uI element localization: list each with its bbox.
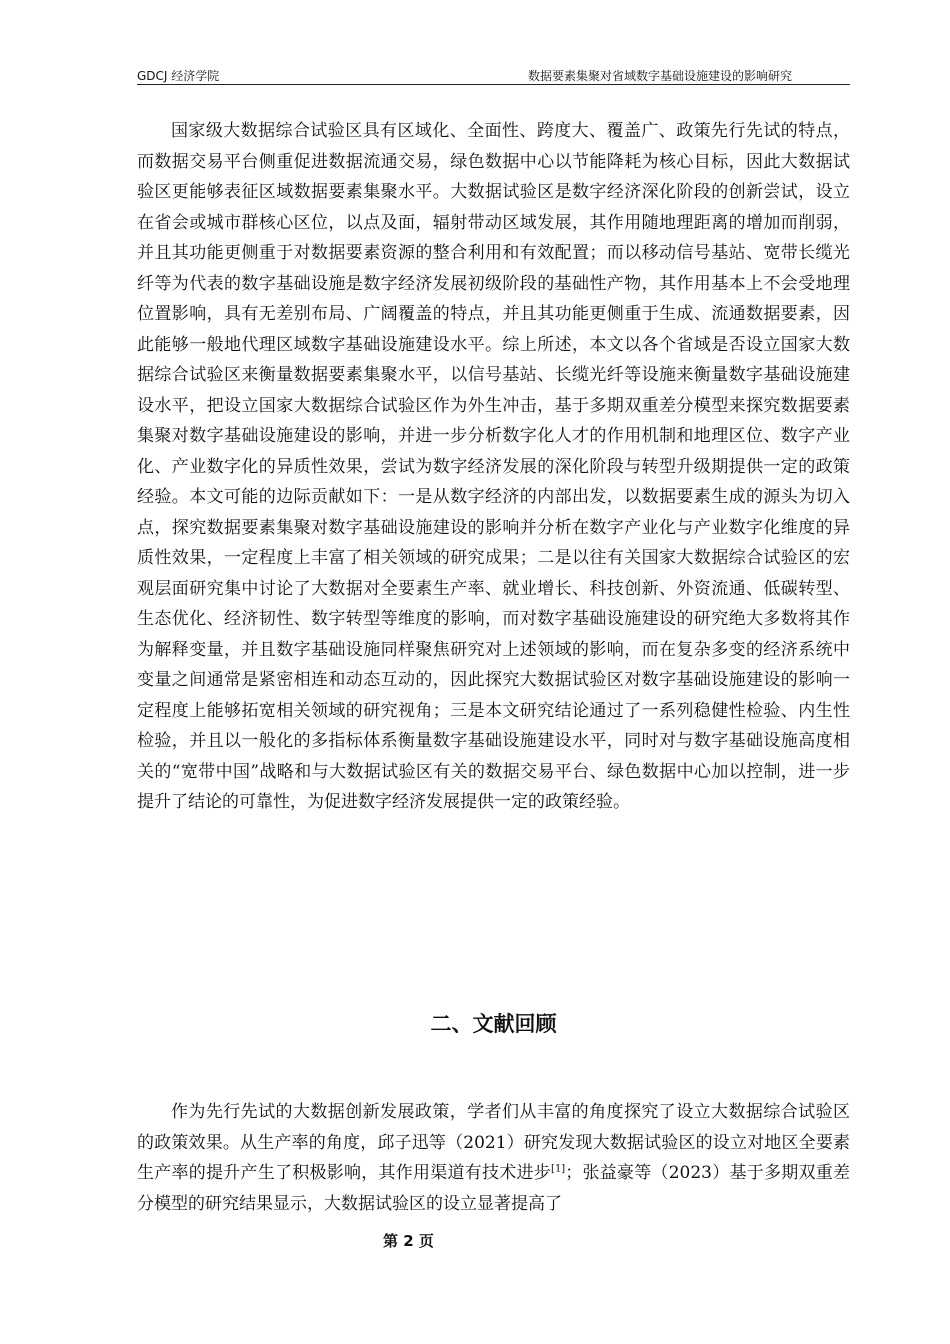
paragraph-review: [137, 1097, 850, 1219]
page-number: 第 2 页: [383, 1232, 434, 1250]
header-institution: GDCJ 经济学院: [137, 69, 220, 83]
body-section-review: [137, 1097, 850, 1219]
page-header: [137, 66, 850, 85]
review-text: 作为先行先试的大数据创新发展政策，学者们从丰富的角度探究了设立大数据综合试验区的政策效果。从生产率的角度，邱子迅等（2021）研究发现大数据试验区的设立对地区全要素生产率的提升产生了积极影响，其作用渠道有技术进步: [137, 1102, 850, 1183]
body-section-intro: [137, 116, 850, 818]
paragraph-intro: 国家级大数据综合试验区具有区域化、全面性、跨度大、覆盖广、政策先行先试的特点，而数据交易平台侧重促进数据流通交易，绿色数据中心以节能降耗为核心目标，因此大数据试验区更能够表征区域数据要素集聚水平。大数据试验区是数字经济深化阶段的创新尝试，设立在省会或城市群核心区位，以点及面，辐射带动区域发展，其作用随地理距离的增加而削弱，并且其功能更侧重于对数据要素资源的整合利用和有效配置；而以移动信号基站、宽带长缆光纤等为代表的数字基础设施是数字经济发展初级阶段的基础性产物，其作用基本上不会受地理位置影响，具有无差别布局、广阔覆盖的特点，并且其功能更侧重于生成、流通数据要素，因此能够一般地代理区域数字基础设施建设水平。综上所述，本文以各个省域是否设立国家大数据综合试验区来衡量数据要素集聚水平，以信号基站、长缆光纤等设施来衡量数字基础设施建设水平，把设立国家大数据综合试验区作为外生冲击，基于多期双重差分模型来探究数据要素集聚对数字基础设施建设的影响，并进一步分析数字化人才的作用机制和地理区位、数字产业化、产业数字化的异质性效果，尝试为数字经济发展的深化阶段与转型升级期提供一定的政策经验。本文可能的边际贡献如下：一是从数字经济的内部出发，以数据要素生成的源头为切入点，探究数据要素集聚对数字基础设施建设的影响并分析在数字产业化与产业数字化维度的异质性效果，一定程度上丰富了相关领域的研究成果；二是以往有关国家大数据综合试验区的宏观层面研究集中讨论了大数据对全要素生产率、就业增长、科技创新、外资流通、低碳转型、生态优化、经济韧性、数字转型等维度的影响，而对数字基础设施建设的研究绝大多数将其作为解释变量，并且数字基础设施同样聚焦研究对上述领域的影响，而在复杂多变的经济系统中变量之间通常是紧密相连和动态互动的，因此探究大数据试验区对数字基础设施建设的影响一定程度上能够拓宽相关领域的研究视角；三是本文研究结论通过了一系列稳健性检验、内生性检验，并且以一般化的多指标体系衡量数字基础设施建设水平，同时对与数字基础设施高度相关的“宽带中国”战略和与大数据试验区有关的数据交易平台、绿色数据中心加以控制，进一步提升了结论的可靠性，为促进数字经济发展提供一定的政策经验。: [137, 121, 850, 812]
review-text-tail: ；张益豪等（2023）基于多期双重差分模型的研究结果显示，大数据试验区的设立显著提高了: [137, 1163, 851, 1214]
header-paper-title: 数据要素集聚对省域数字基础设施建设的影响研究: [527, 69, 792, 83]
section-heading: 二、文献回顾: [430, 1012, 557, 1036]
citation-ref[interactable]: [1]: [551, 1163, 566, 1175]
